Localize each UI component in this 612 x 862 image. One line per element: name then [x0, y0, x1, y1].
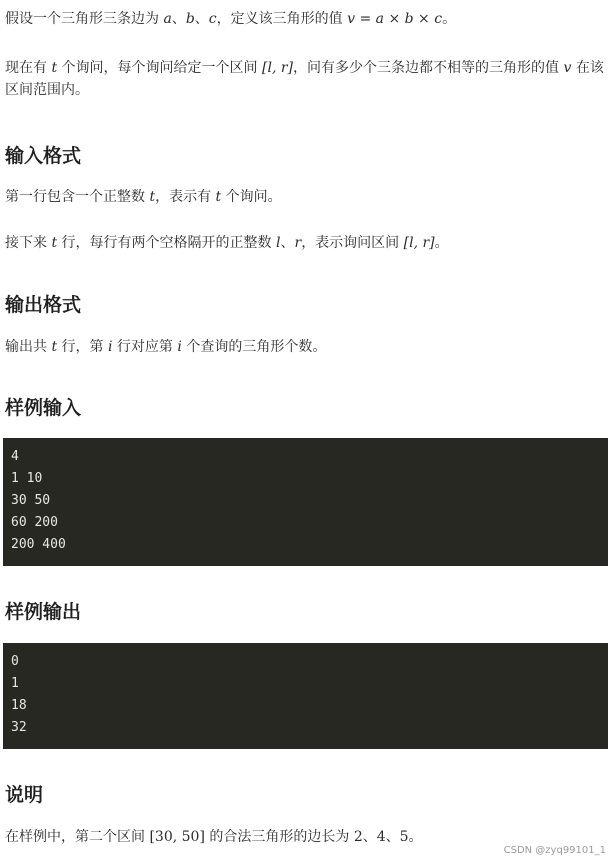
interval-lr: [l, r] [262, 60, 293, 76]
text: 个询问。 [221, 189, 282, 205]
text: 行，每行有两个空格隔开的正整数 [57, 235, 276, 251]
intro-paragraph-2 [5, 57, 605, 101]
formula-a: a [375, 11, 384, 27]
formula-eq: = [355, 11, 376, 27]
intro-text: 现在有 [5, 60, 52, 76]
csdn-watermark: CSDN @zyq99101_1 [503, 845, 606, 856]
text: 行，第 [57, 339, 108, 355]
text: 行对应第 [112, 339, 178, 355]
intro-text: 假设一个三角形三条边为 [5, 11, 164, 27]
code-line: 1 [11, 676, 19, 691]
text: 个查询的三角形个数。 [181, 339, 327, 355]
formula-times: × [413, 11, 435, 27]
sample-input-code-block[interactable] [3, 438, 608, 566]
code-line: 30 50 [11, 493, 51, 508]
intro-text: 个询问，每个询问给定一个区间 [57, 60, 262, 76]
formula-times: × [384, 11, 405, 27]
text: ，表示询问区间 [301, 235, 404, 251]
code-line: 200 400 [11, 537, 66, 552]
intro-text: ，定义该三角形的值 [216, 11, 348, 27]
text: ，表示有 [155, 189, 216, 205]
intro-end: 。 [442, 11, 457, 27]
interval-30-50: [30, 50] [149, 829, 205, 845]
var-t: t [215, 189, 222, 205]
var-t: t [51, 339, 58, 355]
formula-v: v [347, 11, 355, 27]
sample-input-heading: 样例输入 [5, 397, 82, 419]
var-r: r [294, 235, 302, 251]
var-v: v [563, 60, 572, 76]
code-line: 0 [11, 654, 19, 669]
explanation-heading: 说明 [5, 784, 44, 806]
formula-b: b [404, 11, 414, 27]
sample-output-code-block[interactable] [3, 643, 608, 749]
code-line: 60 200 [11, 515, 58, 530]
code-line: 1 10 [11, 471, 43, 486]
input-format-line-1 [5, 186, 605, 208]
text: 在样例中，第二个区间 [5, 829, 150, 845]
formula-c: c [434, 11, 443, 27]
input-format-heading: 输入格式 [5, 145, 82, 167]
text: 第一行包含一个正整数 [5, 189, 150, 205]
var-t: t [51, 235, 58, 251]
text: 、 [280, 235, 295, 251]
var-l: l [276, 235, 281, 251]
output-format-heading: 输出格式 [5, 294, 82, 316]
code-line: 32 [11, 720, 27, 735]
text: 输出共 [5, 339, 52, 355]
intro-text: 在该区间范围内。 [5, 60, 604, 98]
var-b: b [185, 11, 195, 27]
interval-lr: [l, r] [403, 235, 435, 251]
input-format-line-2 [5, 232, 605, 254]
var-t: t [149, 189, 156, 205]
intro-paragraph-1: 假设一个三角形三条边为 a、b、c，定义该三角形的值 v = a × b × c。 [5, 11, 457, 27]
text: 。 [408, 829, 423, 845]
var-i: i [108, 339, 113, 355]
var-a: a [163, 11, 172, 27]
intro-text: ，问有多少个三条边都不相等的三角形的值 [293, 60, 564, 76]
text: 接下来 [5, 235, 52, 251]
code-line: 18 [11, 698, 27, 713]
code-line: 4 [11, 449, 19, 464]
text: 。 [434, 235, 449, 251]
var-t: t [51, 60, 58, 76]
side-lengths: 2、4、5 [353, 829, 409, 845]
output-format-line-1 [5, 336, 605, 358]
var-c: c [208, 11, 217, 27]
sample-output-heading: 样例输出 [5, 601, 82, 623]
text: 的合法三角形的边长为 [204, 829, 354, 845]
var-i: i [177, 339, 182, 355]
